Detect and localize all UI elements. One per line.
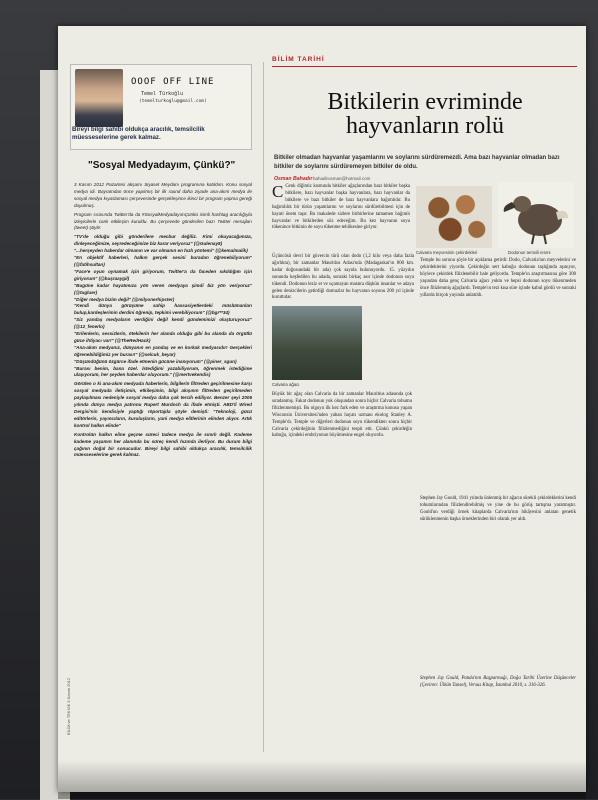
section-label: BİLİM TARİHİ xyxy=(272,56,325,63)
dropcap: C xyxy=(272,182,284,201)
article-lead: Bitkiler olmadan hayvanlar yaşamlarını ve soylarını sürdüremezdi. Ama bazı hayvanlar olmadan bazı bitkiler de soylarını sürdüremeyen bitkiler de oldu. xyxy=(274,155,560,170)
column-paragraph: 3 Kasım 2012 Pazartesi akşamı Siyaset Meydanı programına katıldım. Konu sosyal medya idi. Bayramdan önce yapılmış bir ilk raund daha ziyade ana-akım medya ile sosyal medya kıyaslaması çerçevesinde gerçekleşince ikinci bir program yapma gereği duyulmuş. xyxy=(74,182,252,208)
column-blurb: Bireyi bilgi sahibi oldukça aracılık, temsilcilik müesseselerine gerek kalmaz. xyxy=(72,126,205,141)
tweet: "Face'e oyun oynamak için giriyorum, Twitter'a da faceden sıkıldığım için giriyorum" (@buşraaygil) xyxy=(74,268,252,281)
dodo-illustration xyxy=(498,182,574,248)
column-author: Temel Türkoğlu xyxy=(141,91,184,97)
column-body xyxy=(74,182,252,459)
tweet: "Düşündüğünü özgürce ifade etmenin gücüne inanıyorum" (@piner_sgun) xyxy=(74,358,237,364)
tweet: "Diğer medya bizim değil" (@milyonerhipster) xyxy=(74,296,175,302)
column-paragraph: Kontrolün halkın eline geçme süreci tadece medya ile sınırlı değil. Kademe kademe yaşamın her alanında bu süreç kendi hızında ilerliyor. Bu durum bilgi çağının doğal bir sonucudur. Bireyi bilgi sahibi oldukça aracılık, temsilcilik müesseselerine gerek kalmaz. xyxy=(74,431,252,458)
magazine-page xyxy=(58,26,586,792)
tweet: "...herşeyden haberdar olmanın ve var olmanın en hızlı yöntemi" (@kemalmalik) xyxy=(74,248,248,254)
article-headline xyxy=(280,90,570,138)
headline-line-2: hayvanların rolü xyxy=(346,113,504,139)
section-rule xyxy=(272,66,577,67)
article-footnote: Stephen Jay Gould, Panda'nın Başparmağı, Doğa Tarihi Üzerine Düşünceler (Çeviren: Ülkün Tansel), Versus Kitap, İstanbul 2010, s. 316-326. xyxy=(420,676,576,688)
page-date-strip: BİLİM ve TEKNİK 9 Kasım 2012 xyxy=(66,677,71,735)
headline-line-1: Bitkilerin evriminde xyxy=(327,89,523,115)
column-title: "Sosyal Medyadayım, Çünkü?" xyxy=(88,160,236,171)
tweet: "TV'de olduğu gibi gönderilere mecbur değiliz. Kimi okuyacağımıza, dinleyeceğimize, seyredeceğimize biz karar veriyoruz" (@Gulenay8) xyxy=(74,234,252,247)
author-photo xyxy=(75,69,123,127)
article-col1-bottom: Büyük bir ağaç olan Calvaria da bir zamanlar Mauritius adasında çok sıradanmış. Fakat dodonun yok oluşundan sonra hiçbir Calvaria tohumu filizlenmemişti. Bu olguyu ilk kez fark eden ve araştırma konusu yapan Wisconsin Üniversitesi'nden yaban hayatı uzmanı ekolog Stanley A. Temple'dı. Temple ve diğerleri dodonun soyu tükendikten sonra hiçbir Calvaria çekirdeğinin filizlenmediğini tespit etti. Çünkü çekirdeğin kabuğu, içindeki embriyonun büyümesine engel oluyordu. xyxy=(272,392,412,439)
caption-tree: Calvaria ağacı xyxy=(272,382,300,387)
article-col2: Temple bu sorunu şöyle bir açıklama getirdi: Dodo, Calvaria'nın meyvelerini ve çekirdeklerini yiyordu. Çekirdeğin sert kabuğu dodonun taşlığında aşınıyor, böylece çekirdek filizlenebilir hale geliyordu. Temple'ın araştırmasına göre 300 yaşından daha genç Calvaria ağacı yoktu ve hepsi dodonun soyu tükenmeden önce filizlenmiş ağaçlardı. Temple'ın tezi kısa süre içinde kabul gördü ve sonraki yıllarda birçok yayında anlatıldı. xyxy=(420,258,576,298)
tweet: "Erilenlerin, sessizlerin, ötekilerin her alanda olduğu gibi bu alanda da örgütlü güce ihtiyacı var!" (@TheRedHack) xyxy=(74,331,252,343)
column-name: OOOF OFF LINE xyxy=(131,77,215,87)
tweet: "En objektif haberleri, halkın gerçek sesini buradan öğrenebiliyorum" (@fatihsultan) xyxy=(74,255,252,267)
article-col1-mid: Üçüncüsü devri bir güvercin türü olan dodo (1,2 kilo veya daha fazla ağırlıkta), bir zamanlar Mauritius Adası'nda (Madagaskar'ın 800 km. kadar doğusundaki bir ada) çok sayıda bulunuyordu. 15. yüzyılın sonunda keşfedilen bu adada, sonraki birkaç asır içinde dodonun soyu tükendi. Dodonun leziz et ve uçamayan mastıra düşkün insanlar ve adaya gelen denizcilerin getirdiği domuzlar bu hayvanın soyunu 200 yıl içinde kuruttular. xyxy=(272,254,414,301)
article-col1-top xyxy=(272,184,410,232)
column-paragraph: Program sırasında Twitter'da da #SosyalMedyadayımÇünkü isimli hashtag aracılığıyla izleyicilerle canlı etkileşim kuruldu. Bu çerçevede gönderilen bazı Twitter mesajları (tweet) şöyle: xyxy=(74,211,252,231)
caption-dodo: Dodonun temsili resmi xyxy=(508,250,551,255)
tweet: "Siz yandaş medyaların verdiğini değil kendi gündemimizi oluşturuyoruz" (@12_fenerlo) xyxy=(74,317,252,330)
tweet: "Bugüne kadar hayatımıza yön veren medyaya şimdi biz yön veriyoruz" (@tugluer) xyxy=(74,282,252,295)
tweet: "Ana-akım medyanız, dünyanın en yandaş ve en korkak medyasıdır! Gerçekleri öğrenebildiğimiz yer burası!" (@selcuk_beyar) xyxy=(74,344,252,357)
column-paragraph: Görülen o ki ana-akım medyada haberlerin, bilgilerin filtreden geçirilmesine karşı sosyal medyada iletişimin, etkileşimin, bilgi akışının filtreden geçirilmeden paylaşılması nedeniyle sosyal medya daha çok tercih ediliyor. Benzer şeyi 2006 yılında dünya medya patronu Rupert Murdoch da ifade etmişti. ABD'li Wired Dergisi'nin kendisiyle yaptığı röportajda şöyle demişti: "Teknoloji, gücü editörlerin, yayıncıların, kuruluşların, yani medya elitlerinin elinden alıyor. Artık kontrol halkın elinde" xyxy=(74,381,252,428)
tweet: "Burası benim, bana özel. İstediğimi yazabiliyorum, öğrenmek istediğime ulaşıyorum, her şeyden haberdar oluyorum." (@mertvekendis) xyxy=(74,365,252,378)
article-col2-bottom: Stephen Jay Gould, 1941 yılında ünlenmiş bir ağacın sürekli çekirdeklerini kendi tohumlarından filizlendirebilmiş ve yine de bu görüş tartışma yaratmıştır. Gould'un verdiği örnek kitaplarda Calvaria'nın hikâyesini anlatan genetik sürüklenmenin başka örneklerinden biri olarak yer aldı. xyxy=(420,496,576,522)
column-divider xyxy=(263,62,264,752)
article-text: Cenk diğimiz kısmında bitkiler ağaçlarından bazı bitkiler başka bitkilere, bazı hayvanlar başka hayvanlara, bazı hayvanlar da bitkilere ve bazı bitkiler de bazı hayvanlara bağımlıdır. Bu bağımlılık bir türün yaşamlarını ve soylarını sürdürebilmesi için de hayati önem taşır. Bu makalede sizlere birbirlerine tamamen bağımlı hayvanlar ve bitkilerden söz edeceğim. Bu kez hayvanın soyu tükenince bitkinin de soyu tükenme tehlikesine giriyor. xyxy=(272,184,410,231)
bottom-shadow xyxy=(58,760,586,799)
calvaria-tree-photo xyxy=(272,306,362,380)
seeds-photo xyxy=(416,186,492,248)
tweet: "Kendi dünya görüşüme sahip hassasiyetlerdeki müslümanları bulup,kardeşlerimin derdini öğrenip, tepkimi verebiliyorum" (@bgr**34) xyxy=(74,303,252,316)
article-byline: Osman Bahadır xyxy=(274,176,313,182)
article-byline-email: bahadirosman@hotmail.com xyxy=(313,176,371,181)
column-email: (temelturkoglu@gmail.com) xyxy=(139,99,207,104)
caption-seeds: Calvaria meyvesinin çekirdekleri xyxy=(416,250,478,255)
